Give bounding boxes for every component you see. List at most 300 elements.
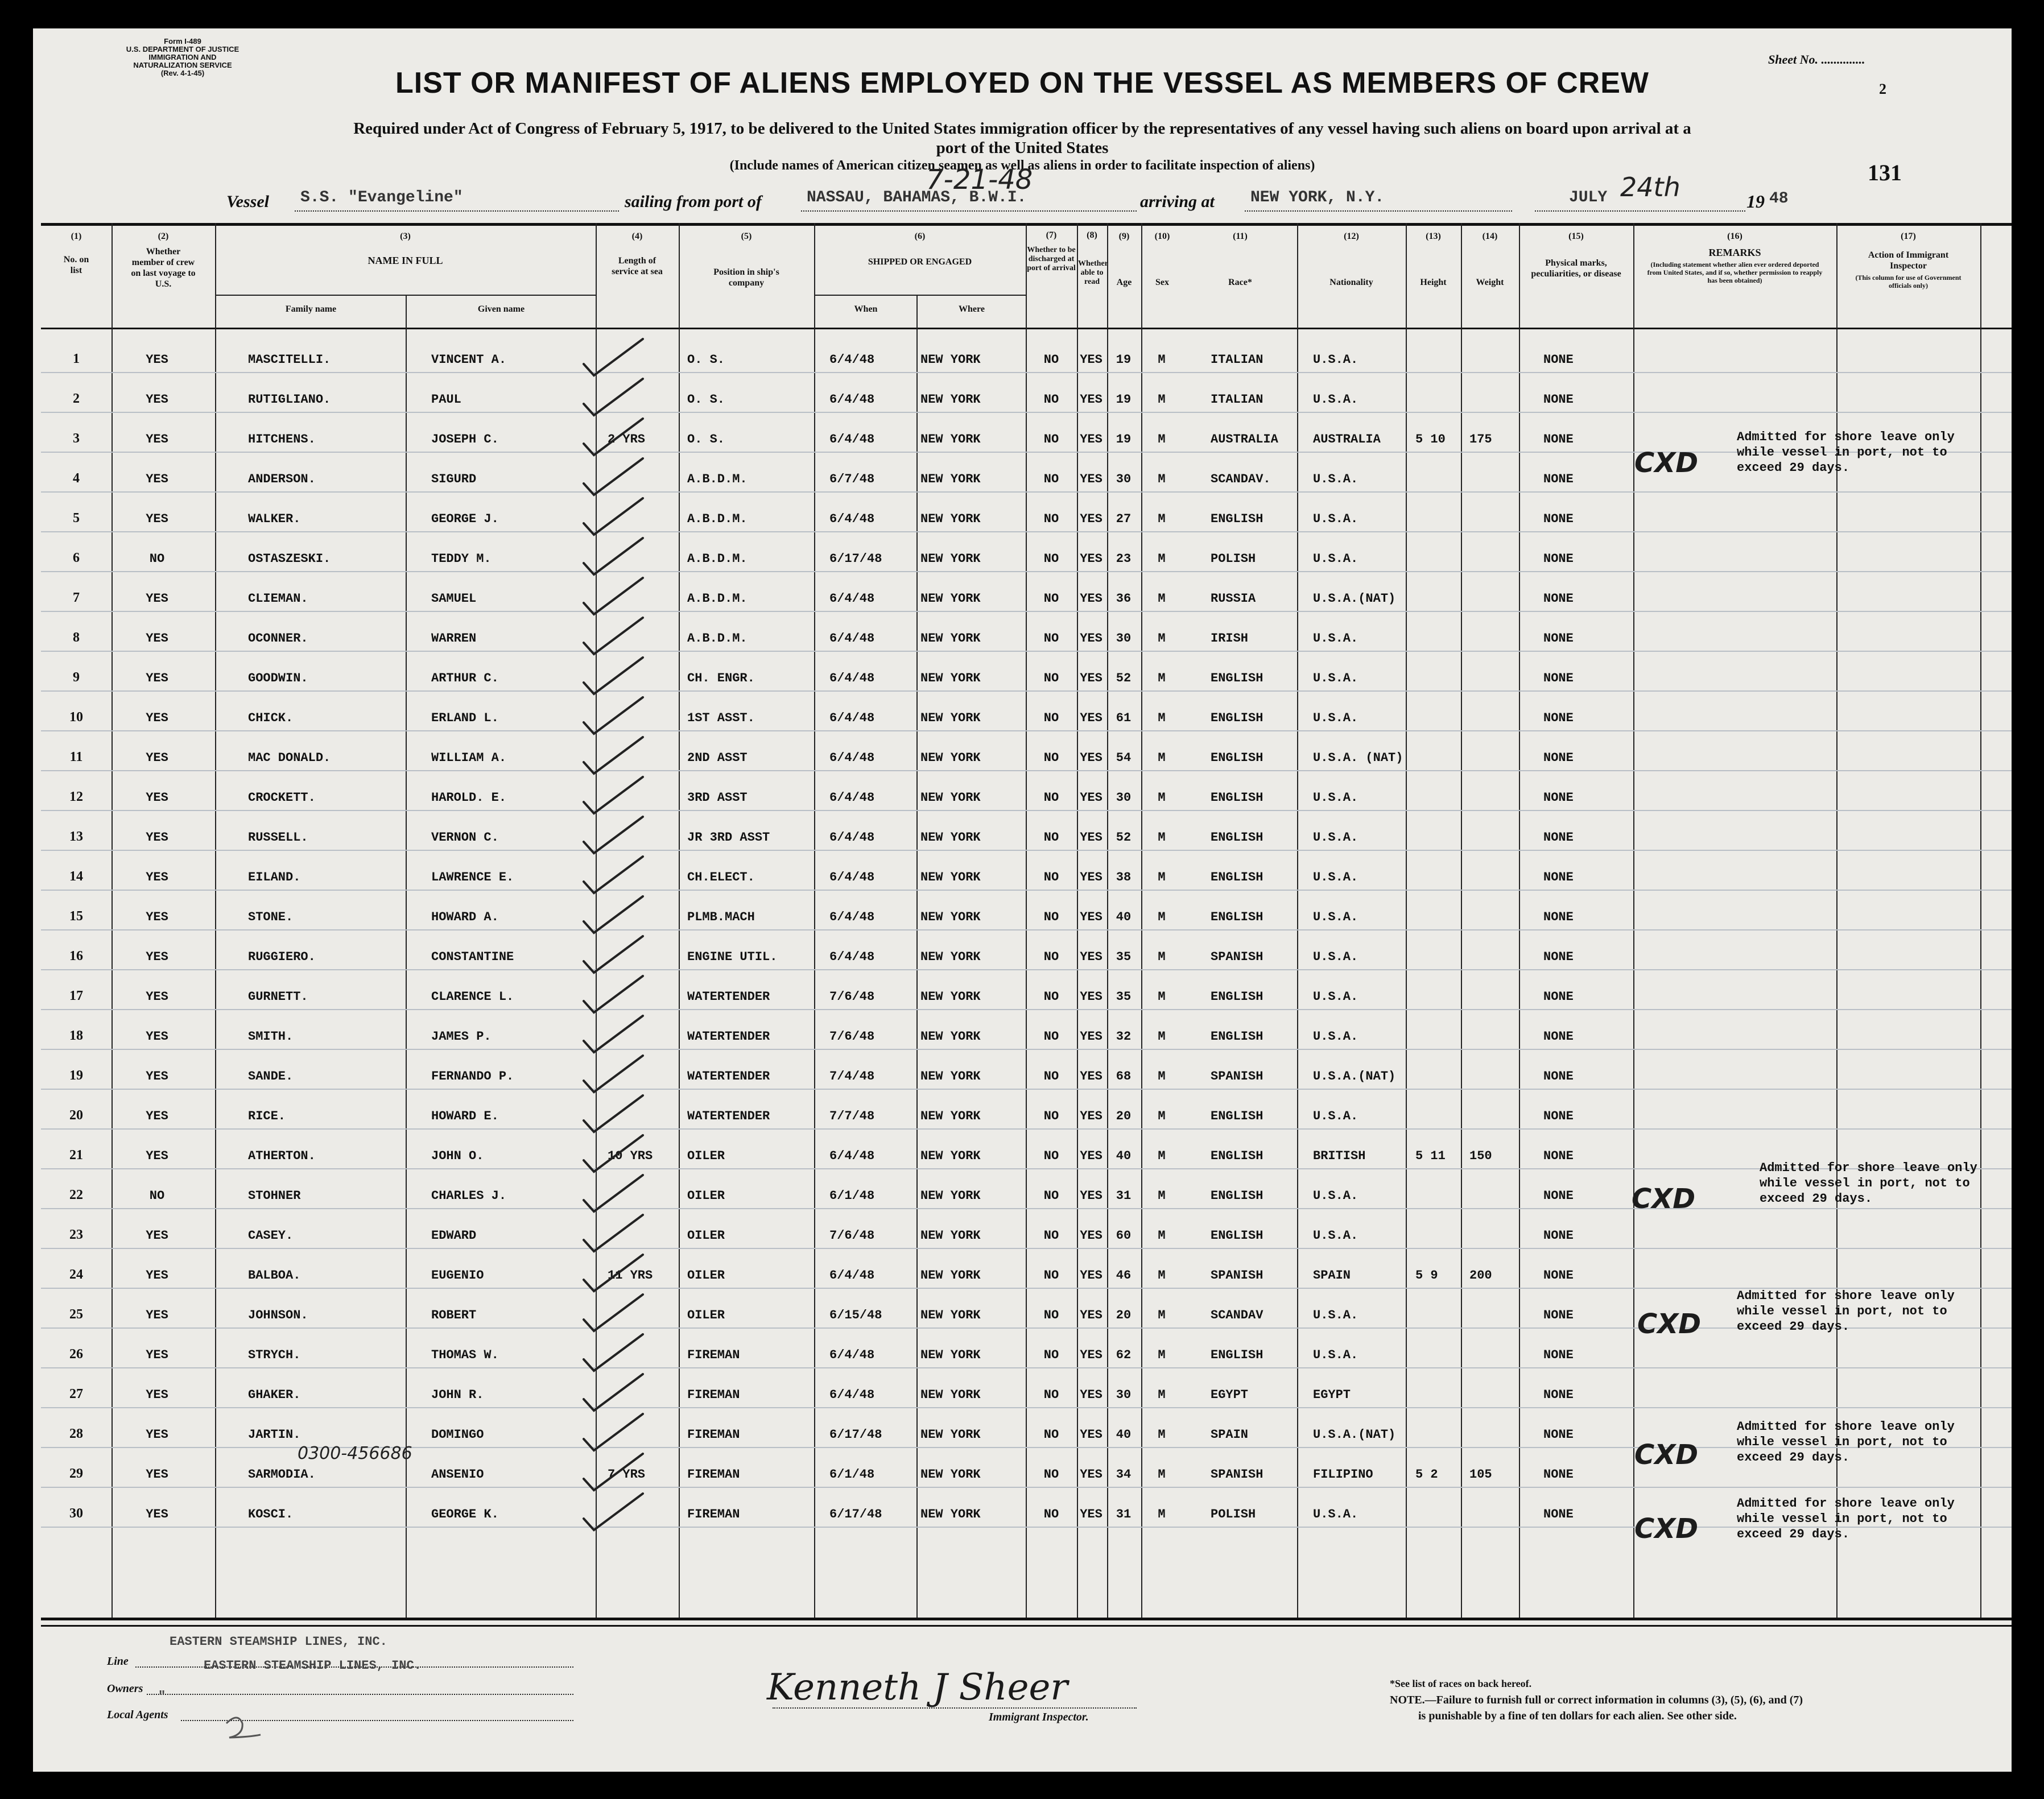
age-cell: 60 (1116, 1229, 1132, 1243)
discharged-cell: NO (1043, 830, 1059, 845)
col1-header (41, 231, 112, 276)
race-cell: ENGLISH (1211, 1029, 1263, 1044)
row-number: 12 (69, 789, 83, 804)
col14-header (1462, 231, 1518, 288)
row-number: 16 (69, 949, 83, 963)
col-label: Whether able to read (1078, 259, 1108, 286)
discharged-cell: NO (1043, 1069, 1059, 1083)
col11-header (1184, 231, 1296, 288)
crew-cell: YES (146, 1149, 168, 1163)
service-cell: 2 YRS (608, 432, 646, 446)
owners-value: EASTERN STEAMSHIP LINES, INC. (204, 1659, 422, 1673)
when-cell: 6/7/48 (829, 472, 875, 486)
discharged-cell: NO (1043, 392, 1059, 407)
checkmark-icon (579, 1011, 647, 1057)
given-cell: ARTHUR C. (431, 671, 499, 685)
cxd-handwritten-mark: CXD (1634, 447, 1699, 479)
given-cell: GEORGE K. (431, 1507, 499, 1521)
col15-header (1520, 231, 1632, 279)
nationality-cell: U.S.A. (1313, 870, 1358, 884)
remark-row-29 (1737, 1496, 1955, 1542)
given-cell: ERLAND L. (431, 711, 499, 725)
row-number: 14 (69, 869, 83, 884)
height-cell: 5 10 (1415, 432, 1446, 446)
marks-cell: NONE (1543, 432, 1574, 446)
nationality-cell: U.S.A. (1313, 1189, 1358, 1203)
signature-rule (773, 1707, 1137, 1709)
crew-cell: YES (146, 751, 168, 765)
row-number: 26 (69, 1347, 83, 1362)
height-cell: 5 9 (1415, 1268, 1438, 1283)
marks-cell: NONE (1543, 1348, 1574, 1362)
position-cell: A.B.D.M. (687, 512, 748, 526)
given-cell: ROBERT (431, 1308, 477, 1322)
when-cell: 6/4/48 (829, 1149, 875, 1163)
cxd-handwritten-mark: CXD (1634, 1513, 1699, 1545)
discharged-cell: NO (1043, 353, 1059, 367)
discharged-cell: NO (1043, 910, 1059, 924)
discharged-cell: NO (1043, 432, 1059, 446)
race-cell: ENGLISH (1211, 1348, 1263, 1362)
remark-row-27 (1737, 1419, 1955, 1465)
col-number: (7) (1046, 230, 1057, 240)
read-cell: YES (1080, 870, 1102, 884)
nationality-cell: U.S.A. (1313, 1229, 1358, 1243)
read-cell: YES (1080, 950, 1102, 964)
vessel-name: S.S. "Evangeline" (300, 189, 463, 206)
race-cell: AUSTRALIA (1211, 432, 1278, 446)
family-cell: RUGGIERO. (248, 950, 316, 964)
given-cell: EDWARD (431, 1229, 477, 1243)
marks-cell: NONE (1543, 830, 1574, 845)
col-sep (112, 223, 113, 1618)
marks-cell: NONE (1543, 751, 1574, 765)
col-label: Weight (1476, 278, 1504, 287)
row-number: 9 (73, 670, 80, 685)
discharged-cell: NO (1043, 990, 1059, 1004)
family-cell: MAC DONALD. (248, 751, 331, 765)
discharged-cell: NO (1043, 552, 1059, 566)
handwritten-annotation-number: 0300-456686 (298, 1444, 412, 1463)
row-number: 5 (73, 511, 80, 526)
discharged-cell: NO (1043, 870, 1059, 884)
row-rule (41, 1248, 2012, 1249)
crew-cell: YES (146, 631, 168, 646)
col-label: REMARKS (1708, 247, 1761, 258)
row-number: 25 (69, 1307, 83, 1322)
year-prefix: 19 (1746, 191, 1765, 212)
races-note: *See list of races on back hereof. (1390, 1678, 1532, 1689)
race-cell: ENGLISH (1211, 830, 1263, 845)
col9-header (1108, 231, 1140, 288)
when-cell: 6/4/48 (829, 910, 875, 924)
checkmark-icon (579, 1409, 647, 1455)
crew-cell: YES (146, 1308, 168, 1322)
given-cell: VERNON C. (431, 830, 499, 845)
sex-cell: M (1158, 1029, 1166, 1044)
age-cell: 19 (1116, 432, 1132, 446)
where-cell: NEW YORK (920, 472, 981, 486)
read-cell: YES (1080, 1308, 1102, 1322)
nationality-cell: U.S.A. (1313, 950, 1358, 964)
family-cell: OSTASZESKI. (248, 552, 331, 566)
revision-date: (Rev. 4-1-45) (160, 69, 205, 77)
crew-cell: YES (146, 392, 168, 407)
when-cell: 6/4/48 (829, 353, 875, 367)
sex-cell: M (1158, 1149, 1166, 1163)
weight-cell: 200 (1469, 1268, 1492, 1283)
col-number: (16) (1727, 231, 1742, 241)
height-cell: 5 11 (1415, 1149, 1446, 1163)
crew-cell: YES (146, 353, 168, 367)
read-cell: YES (1080, 791, 1102, 805)
sex-cell: M (1158, 631, 1166, 646)
marks-cell: NONE (1543, 990, 1574, 1004)
checkmark-icon (579, 693, 647, 738)
nationality-cell: U.S.A. (NAT) (1313, 751, 1403, 765)
col-label: No. on list (63, 255, 89, 275)
family-cell: KOSCI. (248, 1507, 294, 1521)
sex-cell: M (1158, 950, 1166, 964)
family-cell: RUSSELL. (248, 830, 308, 845)
sex-cell: M (1158, 990, 1166, 1004)
when-cell: 6/4/48 (829, 870, 875, 884)
family-cell: SARMODIA. (248, 1467, 316, 1482)
where-cell: NEW YORK (920, 592, 981, 606)
service-cell: 7 YRS (608, 1467, 646, 1482)
given-cell: SIGURD (431, 472, 477, 486)
checkmark-icon (579, 1210, 647, 1256)
crew-cell: YES (146, 910, 168, 924)
where-cell: NEW YORK (920, 552, 981, 566)
age-cell: 35 (1116, 990, 1132, 1004)
age-cell: 30 (1116, 631, 1132, 646)
where-cell: NEW YORK (920, 711, 981, 725)
age-cell: 61 (1116, 711, 1132, 725)
when-cell: 6/17/48 (829, 1507, 882, 1521)
col13-header (1407, 231, 1460, 288)
row-rule (41, 571, 2012, 572)
read-cell: YES (1080, 552, 1102, 566)
arrival-day-handwritten: 24th (1620, 172, 1680, 202)
col-sep (1980, 223, 1981, 1618)
where-cell: NEW YORK (920, 631, 981, 646)
marks-cell: NONE (1543, 512, 1574, 526)
row-number: 28 (69, 1426, 83, 1441)
when-cell: 7/7/48 (829, 1109, 875, 1123)
row-rule (41, 1089, 2012, 1090)
read-cell: YES (1080, 512, 1102, 526)
age-cell: 35 (1116, 950, 1132, 964)
age-cell: 40 (1116, 1149, 1132, 1163)
checkmark-icon (579, 1051, 647, 1097)
read-cell: YES (1080, 631, 1102, 646)
family-cell: JOHNSON. (248, 1308, 308, 1322)
col-label: Race* (1228, 278, 1252, 287)
read-cell: YES (1080, 1467, 1102, 1482)
race-cell: RUSSIA (1211, 592, 1256, 606)
where-cell: NEW YORK (920, 392, 981, 407)
checkmark-icon (579, 772, 647, 818)
given-cell: CLARENCE L. (431, 990, 514, 1004)
agents-value: " (158, 1689, 166, 1703)
row-rule (41, 452, 2012, 453)
marks-cell: NONE (1543, 791, 1574, 805)
col-label: Length of service at sea (612, 256, 663, 276)
arrival-rule (1245, 210, 1512, 212)
nationality-cell: U.S.A. (1313, 1308, 1358, 1322)
discharged-cell: NO (1043, 1428, 1059, 1442)
crew-cell: YES (146, 432, 168, 446)
read-cell: YES (1080, 990, 1102, 1004)
col7-header (1027, 231, 1076, 273)
race-cell: ENGLISH (1211, 990, 1263, 1004)
initials-scribble-icon (221, 1712, 266, 1746)
marks-cell: NONE (1543, 1388, 1574, 1402)
row-rule (41, 929, 2012, 930)
row-rule (41, 611, 2012, 612)
age-cell: 40 (1116, 1428, 1132, 1442)
service-name: IMMIGRATION AND NATURALIZATION SERVICE (133, 53, 232, 69)
read-cell: YES (1080, 353, 1102, 367)
marks-cell: NONE (1543, 671, 1574, 685)
marks-cell: NONE (1543, 1428, 1574, 1442)
crew-cell: YES (146, 512, 168, 526)
discharged-cell: NO (1043, 671, 1059, 685)
row-rule (41, 1407, 2012, 1408)
checkmark-icon (579, 334, 647, 380)
when-cell: 6/1/48 (829, 1467, 875, 1482)
where-cell: NEW YORK (920, 671, 981, 685)
read-cell: YES (1080, 1268, 1102, 1283)
col8-header (1078, 231, 1106, 287)
family-cell: CASEY. (248, 1229, 294, 1243)
position-cell: CH.ELECT. (687, 870, 755, 884)
where-cell: NEW YORK (920, 1069, 981, 1083)
sex-cell: M (1158, 870, 1166, 884)
read-cell: YES (1080, 1109, 1102, 1123)
port-rule (801, 210, 1137, 212)
given-cell: PAUL (431, 392, 461, 407)
read-cell: YES (1080, 392, 1102, 407)
marks-cell: NONE (1543, 1467, 1574, 1482)
marks-cell: NONE (1543, 870, 1574, 884)
row-number: 30 (69, 1506, 83, 1521)
remark-row-21 (1760, 1160, 1977, 1206)
col-sep (916, 295, 918, 1618)
family-cell: GURNETT. (248, 990, 308, 1004)
read-cell: YES (1080, 1189, 1102, 1203)
age-cell: 62 (1116, 1348, 1132, 1362)
discharged-cell: NO (1043, 1467, 1059, 1482)
when-cell: 6/4/48 (829, 830, 875, 845)
race-cell: ENGLISH (1211, 512, 1263, 526)
age-cell: 20 (1116, 1109, 1132, 1123)
remark-line: while vessel in port, not to (1737, 1435, 1947, 1449)
nationality-cell: U.S.A. (1313, 990, 1358, 1004)
col-number: (3) (400, 231, 411, 241)
row-rule (41, 1367, 2012, 1368)
crew-cell: YES (146, 1507, 168, 1521)
crew-cell: YES (146, 592, 168, 606)
family-cell: CLIEMAN. (248, 592, 308, 606)
position-cell: FIREMAN (687, 1388, 740, 1402)
nationality-cell: U.S.A. (1313, 472, 1358, 486)
read-cell: YES (1080, 910, 1102, 924)
marks-cell: NONE (1543, 950, 1574, 964)
nationality-cell: U.S.A. (1313, 353, 1358, 367)
discharged-cell: NO (1043, 1388, 1059, 1402)
marks-cell: NONE (1543, 1507, 1574, 1521)
sex-cell: M (1158, 1308, 1166, 1322)
read-cell: YES (1080, 472, 1102, 486)
position-cell: OILER (687, 1268, 725, 1283)
row-rule (41, 969, 2012, 970)
age-cell: 36 (1116, 592, 1132, 606)
family-cell: ANDERSON. (248, 472, 316, 486)
cxd-handwritten-mark: CXD (1632, 1183, 1696, 1215)
read-cell: YES (1080, 1428, 1102, 1442)
shipped-subheader-rule (814, 295, 1026, 296)
col-number: (14) (1482, 231, 1498, 241)
age-cell: 54 (1116, 751, 1132, 765)
checkmark-icon (579, 1290, 647, 1335)
arriving-label: arriving at (1140, 192, 1215, 211)
nationality-cell: U.S.A. (1313, 552, 1358, 566)
row-number: 8 (73, 630, 80, 645)
sex-cell: M (1158, 1189, 1166, 1203)
age-cell: 31 (1116, 1507, 1132, 1521)
col-label: Physical marks, peculiarities, or disease (1531, 258, 1621, 279)
col-number: (9) (1118, 231, 1130, 241)
nationality-cell: U.S.A. (1313, 1507, 1358, 1521)
checkmark-icon (579, 733, 647, 778)
marks-cell: NONE (1543, 1308, 1574, 1322)
checkmark-icon (579, 454, 647, 499)
col17-header (1837, 231, 1979, 290)
family-cell: SANDE. (248, 1069, 294, 1083)
age-cell: 68 (1116, 1069, 1132, 1083)
age-cell: 20 (1116, 1308, 1132, 1322)
subtitle-line-1: Required under Act of Congress of February 5, 1917, to be delivered to the United States immigration officer by the representatives of any vessel having such aliens on board upon arrival at a (353, 119, 1691, 138)
crew-cell: YES (146, 1348, 168, 1362)
manifest-sheet (33, 28, 2012, 1772)
race-cell: SCANDAV. (1211, 472, 1271, 486)
nationality-cell: U.S.A. (1313, 1109, 1358, 1123)
where-cell: NEW YORK (920, 910, 981, 924)
race-cell: ENGLISH (1211, 870, 1263, 884)
when-header: When (854, 304, 878, 314)
when-cell: 6/4/48 (829, 512, 875, 526)
checkmark-icon (579, 892, 647, 937)
marks-cell: NONE (1543, 472, 1574, 486)
discharged-cell: NO (1043, 1308, 1059, 1322)
col-sep (1026, 223, 1027, 1618)
departure-port: NASSAU, BAHAMAS, B.W.I. (807, 189, 1027, 206)
sex-cell: M (1158, 353, 1166, 367)
col-sep (406, 295, 407, 1618)
crew-cell: YES (146, 1268, 168, 1283)
department-name: U.S. DEPARTMENT OF JUSTICE (126, 45, 240, 53)
nationality-cell: U.S.A. (1313, 512, 1358, 526)
family-cell: SMITH. (248, 1029, 294, 1044)
crew-cell: YES (146, 1029, 168, 1044)
sex-cell: M (1158, 432, 1166, 446)
where-cell: NEW YORK (920, 1229, 981, 1243)
given-cell: CHARLES J. (431, 1189, 507, 1203)
given-cell: LAWRENCE E. (431, 870, 514, 884)
read-cell: YES (1080, 1149, 1102, 1163)
crew-cell: YES (146, 671, 168, 685)
given-cell: SAMUEL (431, 592, 477, 606)
line-value: EASTERN STEAMSHIP LINES, INC. (170, 1635, 387, 1649)
remark-row-3 (1737, 429, 1955, 475)
when-cell: 6/4/48 (829, 1268, 875, 1283)
checkmark-icon (579, 613, 647, 659)
row-number: 7 (73, 590, 80, 605)
read-cell: YES (1080, 432, 1102, 446)
family-cell: STRYCH. (248, 1348, 301, 1362)
remark-row-24 (1737, 1288, 1955, 1334)
table-bottom-rule (41, 1618, 2012, 1620)
nationality-cell: U.S.A. (1313, 1029, 1358, 1044)
given-cell: WILLIAM A. (431, 751, 507, 765)
col-label: Height (1420, 278, 1447, 287)
given-cell: EUGENIO (431, 1268, 484, 1283)
family-cell: ATHERTON. (248, 1149, 316, 1163)
col6-header (815, 231, 1025, 267)
remark-line: while vessel in port, not to (1737, 1512, 1947, 1526)
row-rule (41, 730, 2012, 731)
col-sep (215, 223, 216, 1618)
race-cell: ENGLISH (1211, 791, 1263, 805)
col-label: Sex (1155, 278, 1169, 287)
col-number: (10) (1154, 231, 1170, 241)
row-number: 29 (69, 1466, 83, 1481)
row-rule (41, 531, 2012, 532)
sex-cell: M (1158, 671, 1166, 685)
col-number: (1) (71, 231, 82, 241)
sex-cell: M (1158, 711, 1166, 725)
when-cell: 6/4/48 (829, 791, 875, 805)
col-number: (2) (158, 231, 169, 241)
crew-cell: YES (146, 711, 168, 725)
sex-cell: M (1158, 791, 1166, 805)
col-label: Age (1116, 278, 1132, 287)
marks-cell: NONE (1543, 1149, 1574, 1163)
remark-line: Admitted for shore leave only (1737, 430, 1955, 444)
col-label: Action of Immigrant Inspector (1868, 250, 1949, 271)
when-cell: 6/4/48 (829, 950, 875, 964)
checkmark-icon (579, 971, 647, 1017)
sex-cell: M (1158, 1069, 1166, 1083)
sex-cell: M (1158, 830, 1166, 845)
position-cell: WATERTENDER (687, 1069, 770, 1083)
given-cell: WARREN (431, 631, 477, 646)
vessel-label: Vessel (226, 192, 269, 211)
race-cell: ENGLISH (1211, 1149, 1263, 1163)
when-cell: 6/4/48 (829, 1388, 875, 1402)
sex-cell: M (1158, 592, 1166, 606)
race-cell: SPANISH (1211, 1268, 1263, 1283)
sex-cell: M (1158, 1388, 1166, 1402)
marks-cell: NONE (1543, 552, 1574, 566)
row-number: 11 (69, 750, 83, 764)
read-cell: YES (1080, 1348, 1102, 1362)
col-sep (1297, 223, 1298, 1618)
position-cell: WATERTENDER (687, 1109, 770, 1123)
discharged-cell: NO (1043, 1229, 1059, 1243)
